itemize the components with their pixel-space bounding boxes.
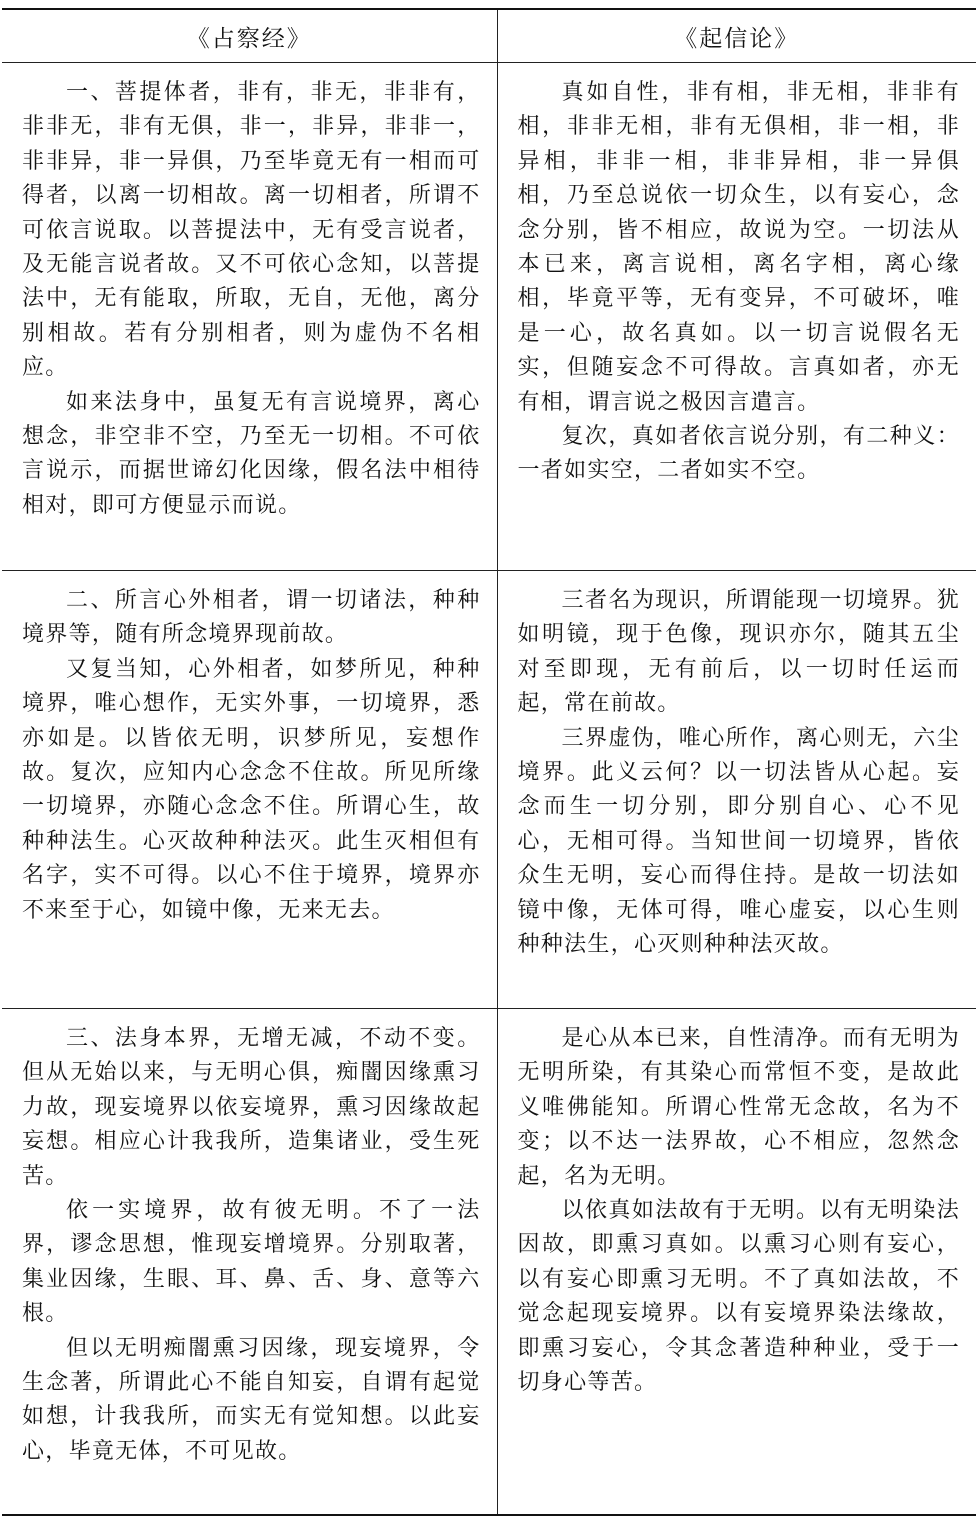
paragraph: 以依真如法故有于无明。以有无明染法因故，即熏习真如。以熏习心则有妄心，以有妄心即熏习无明。不了真如法故，不觉念起现妄境界。以有妄境界染法缘故，即熏习妄心，令其念著造种种业，受于一切身心等苦。 xyxy=(517,1198,960,1396)
paragraph: 如来法身中，虽复无有言说境界，离心想念，非空非不空，乃至无一切相。不可依言说示，而据世谛幻化因缘，假名法中相待相对，即可方便显示而说。 xyxy=(22,389,481,518)
paragraph: 但以无明痴闇熏习因缘，现妄境界，令生念著，所谓此心不能自知妄，自谓有起觉如想，计我我所，而实无有觉知想。以此妄心，毕竟无体，不可见故。 xyxy=(22,1335,481,1464)
paragraph: 又复当知，心外相者，如梦所见，种种境界，唯心想作，无实外事，一切境界，悉亦如是。以皆依无明，识梦所见，妄想作故。复次，应知内心念念不住故。所见所缘一切境界，亦随心念念不住。所谓心生，故种种法生。心灭故种种法灭。此生灭相但有名字，实不可得。以心不住于境界，境界亦不来至于心，如镜中像，无来无去。 xyxy=(22,656,481,923)
cell-left xyxy=(2,571,497,1009)
paragraph: 复次，真如者依言说分别，有二种义：一者如实空，二者如实不空。 xyxy=(517,424,960,484)
comparison-table xyxy=(2,8,976,1516)
paragraph: 是心从本已来，自性清净。而有无明为无明所染，有其染心而常恒不变，是故此义唯佛能知。所谓心性常无念故，名为不变；以不达一法界故，心不相应，忽然念起，名为无明。 xyxy=(517,1026,960,1189)
cell-left xyxy=(2,1009,497,1515)
paragraph: 三、法身本界，无增无减，不动不变。但从无始以来，与无明心俱，痴闇因缘熏习力故，现妄境界以依妄境界，熏习因缘故起妄想。相应心计我我所，造集诸业，受生死苦。 xyxy=(22,1026,481,1189)
table-row xyxy=(2,1009,976,1515)
cell-left xyxy=(2,63,497,571)
header-row xyxy=(2,9,976,63)
paragraph: 真如自性，非有相，非无相，非非有相，非非无相，非有无俱相，非一相，非异相，非非一相，非非异相，非一异俱相，乃至总说依一切众生，以有妄心，念念分别，皆不相应，故说为空。一切法从本已来，离言说相，离名字相，离心缘相，毕竟平等，无有变异，不可破坏，唯是一心，故名真如。以一切言说假名无实，但随妄念不可得故。言真如者，亦无有相，谓言说之极因言遣言。 xyxy=(517,80,960,415)
header-qixin-lun: 《起信论》 xyxy=(497,9,976,63)
paragraph: 三界虚伪，唯心所作，离心则无，六尘境界。此义云何？以一切法皆从心起。妄念而生一切分别，即分别自心、心不见心，无相可得。当知世间一切境界，皆依众生无明，妄心而得住持。是故一切法如镜中像，无体可得，唯心虚妄，以心生则种种法生，心灭则种种法灭故。 xyxy=(517,725,960,958)
table-row xyxy=(2,63,976,571)
cell-right xyxy=(497,1009,976,1515)
table-row xyxy=(2,571,976,1009)
paragraph: 三者名为现识，所谓能现一切境界。犹如明镜，现于色像，现识亦尔，随其五尘对至即现，无有前后，以一切时任运而起，常在前故。 xyxy=(517,588,960,717)
cell-right xyxy=(497,63,976,571)
paragraph: 依一实境界，故有彼无明。不了一法界，谬念思想，惟现妄增境界。分别取著，集业因缘，生眼、耳、鼻、舌、身、意等六根。 xyxy=(22,1198,481,1327)
paragraph: 一、菩提体者，非有，非无，非非有，非非无，非有无俱，非一，非异，非非一，非非异，非一异俱，乃至毕竟无有一相而可得者，以离一切相故。离一切相者，所谓不可依言说取。以菩提法中，无有受言说者，及无能言说者故。又不可依心念知，以菩提法中，无有能取，所取，无自，无他，离分别相故。若有分别相者，则为虚伪不名相应。 xyxy=(22,80,481,381)
cell-right xyxy=(497,571,976,1009)
paragraph: 二、所言心外相者，谓一切诸法，种种境界等，随有所念境界现前故。 xyxy=(22,588,481,648)
header-zhancha-jing: 《占察经》 xyxy=(2,9,497,63)
